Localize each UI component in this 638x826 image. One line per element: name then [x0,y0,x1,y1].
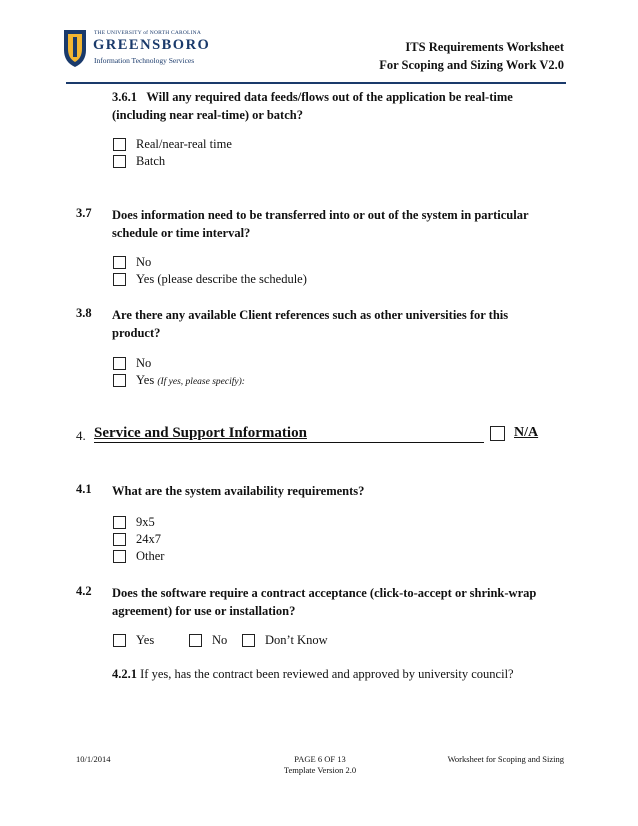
option-label: No [136,255,152,269]
checkbox-realtime[interactable] [113,138,126,151]
checkbox-yes[interactable] [113,634,126,647]
option-note: (If yes, please specify): [157,377,245,387]
footer-right: Worksheet for Scoping and Sizing [447,754,564,764]
footer-template: Template Version 2.0 [283,765,357,775]
header-rule [66,82,566,84]
option-label: No [212,633,228,647]
footer-date: 10/1/2014 [76,754,111,764]
question-text: If yes, has the contract been reviewed and approved by university council? [137,667,514,681]
section-underline [94,442,484,443]
logo-its-text: Information Technology Services [94,56,195,65]
option-label: Yes (please describe the schedule) [136,272,307,286]
logo-greensboro-text: GREENSBORO [93,37,211,53]
checkbox-no[interactable] [113,256,126,269]
checkbox-batch[interactable] [113,155,126,168]
checkbox-24x7[interactable] [113,533,126,546]
option-yes [136,373,245,388]
section-number: 4. [76,428,86,443]
option-label: Batch [136,154,166,168]
question-text: What are the system availability requirements? [112,484,365,498]
question-text: Will any required data feeds/flows out of the application be real-time (including near real-time) or batch? [112,90,513,122]
question-number: 4.2 [76,584,92,598]
shield-icon [62,28,88,68]
option-label: Other [136,549,165,563]
logo-university-text: THE UNIVERSITY of NORTH CAROLINA [94,30,201,36]
option-label: 24x7 [136,532,161,546]
option-label: Yes [136,373,155,387]
question-number: 3.6.1 [112,90,137,104]
option-label: No [136,356,152,370]
question-3-6-1 [112,88,562,124]
footer-page: PAGE 6 OF 13 [294,754,346,764]
checkbox-other[interactable] [113,550,126,563]
na-label: N/A [514,425,539,440]
checkbox-yes[interactable] [113,273,126,286]
question-number: 4.2.1 [112,667,137,681]
option-label: 9x5 [136,515,155,529]
checkbox-dont-know[interactable] [242,634,255,647]
checkbox-no[interactable] [189,634,202,647]
question-text: Does information need to be transferred into or out of the system in particular schedule or time interval? [112,208,529,240]
ugs-logo [62,28,211,72]
checkbox-yes[interactable] [113,374,126,387]
header-subtitle: For Scoping and Sizing Work V2.0 [379,58,564,72]
section-title: Service and Support Information [94,425,307,441]
header-title: ITS Requirements Worksheet [405,40,564,54]
option-label: Yes [136,633,155,647]
question-4-2-1 [112,667,514,682]
checkbox-na[interactable] [490,426,505,441]
question-text: Are there any available Client references such as other universities for this product? [112,308,509,340]
checkbox-9x5[interactable] [113,516,126,529]
question-number: 3.8 [76,306,92,320]
question-text: Does the software require a contract acceptance (click-to-accept or shrink-wrap agreement) for use or installation? [112,586,537,618]
option-label: Don’t Know [265,633,328,647]
checkbox-no[interactable] [113,357,126,370]
question-number: 4.1 [76,482,92,496]
option-label: Real/near-real time [136,137,232,151]
question-number: 3.7 [76,206,92,220]
